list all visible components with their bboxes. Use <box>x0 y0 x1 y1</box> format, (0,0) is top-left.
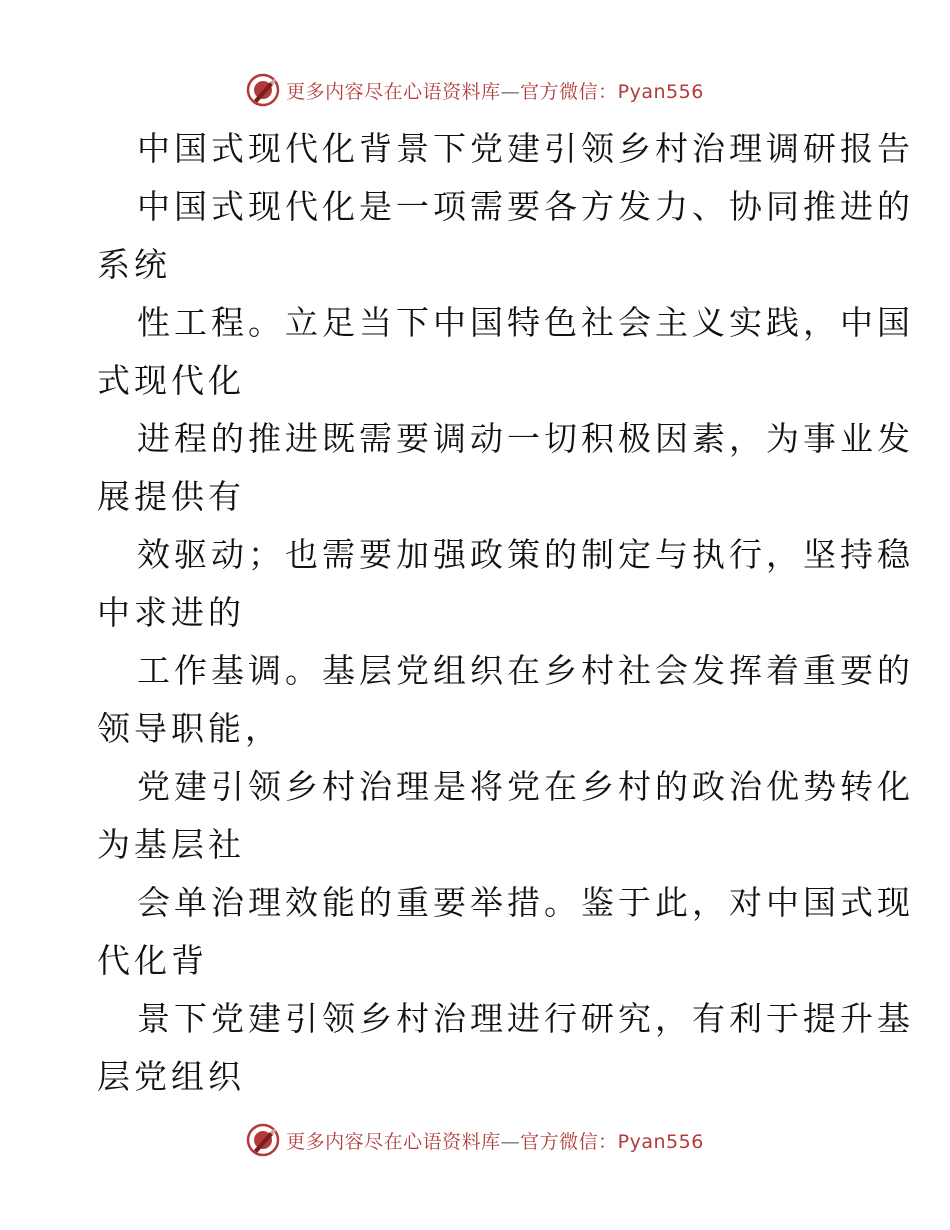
pen-logo-icon <box>246 73 280 107</box>
paragraph-line: 中国式现代化是一项需要各方发力、协同推进的 <box>137 187 914 226</box>
paragraph-line: 式现代化 <box>97 361 245 400</box>
paragraph-line: 层党组织 <box>97 1057 245 1096</box>
banner-separator: — <box>500 1130 521 1153</box>
pen-logo-icon <box>246 1123 280 1157</box>
banner-main-text: 更多内容尽在心语资料库 <box>286 1130 501 1153</box>
paragraph-line: 会单治理效能的重要举措。鉴于此，对中国式现 <box>137 883 914 922</box>
paragraph-line: 系统 <box>97 245 171 284</box>
paragraph-line: 党建引领乡村治理是将党在乡村的政治优势转化 <box>137 767 914 806</box>
footer-banner <box>0 1118 950 1162</box>
paragraph-line: 领导职能， <box>97 709 282 748</box>
header-banner <box>0 68 950 112</box>
paragraph-line: 性工程。立足当下中国特色社会主义实践，中国 <box>137 303 914 342</box>
paragraph-line: 中求进的 <box>97 593 245 632</box>
document-body <box>97 120 914 1106</box>
banner-main-text: 更多内容尽在心语资料库 <box>286 80 501 103</box>
paragraph-line: 景下党建引领乡村治理进行研究，有利于提升基 <box>137 999 914 1038</box>
banner-separator: — <box>500 80 521 103</box>
paragraph-line: 展提供有 <box>97 477 245 516</box>
paragraph-line: 效驱动；也需要加强政策的制定与执行，坚持稳 <box>137 535 914 574</box>
banner-contact-text: 官方微信：Pyan556 <box>520 80 704 103</box>
paragraph-line: 为基层社 <box>97 825 245 864</box>
paragraph-line: 工作基调。基层党组织在乡村社会发挥着重要的 <box>137 651 914 690</box>
paragraph-line: 进程的推进既需要调动一切积极因素，为事业发 <box>137 419 914 458</box>
doc-title: 中国式现代化背景下党建引领乡村治理调研报告 <box>137 129 914 168</box>
paragraph-line: 代化背 <box>97 941 208 980</box>
banner-contact-text: 官方微信：Pyan556 <box>520 1130 704 1153</box>
